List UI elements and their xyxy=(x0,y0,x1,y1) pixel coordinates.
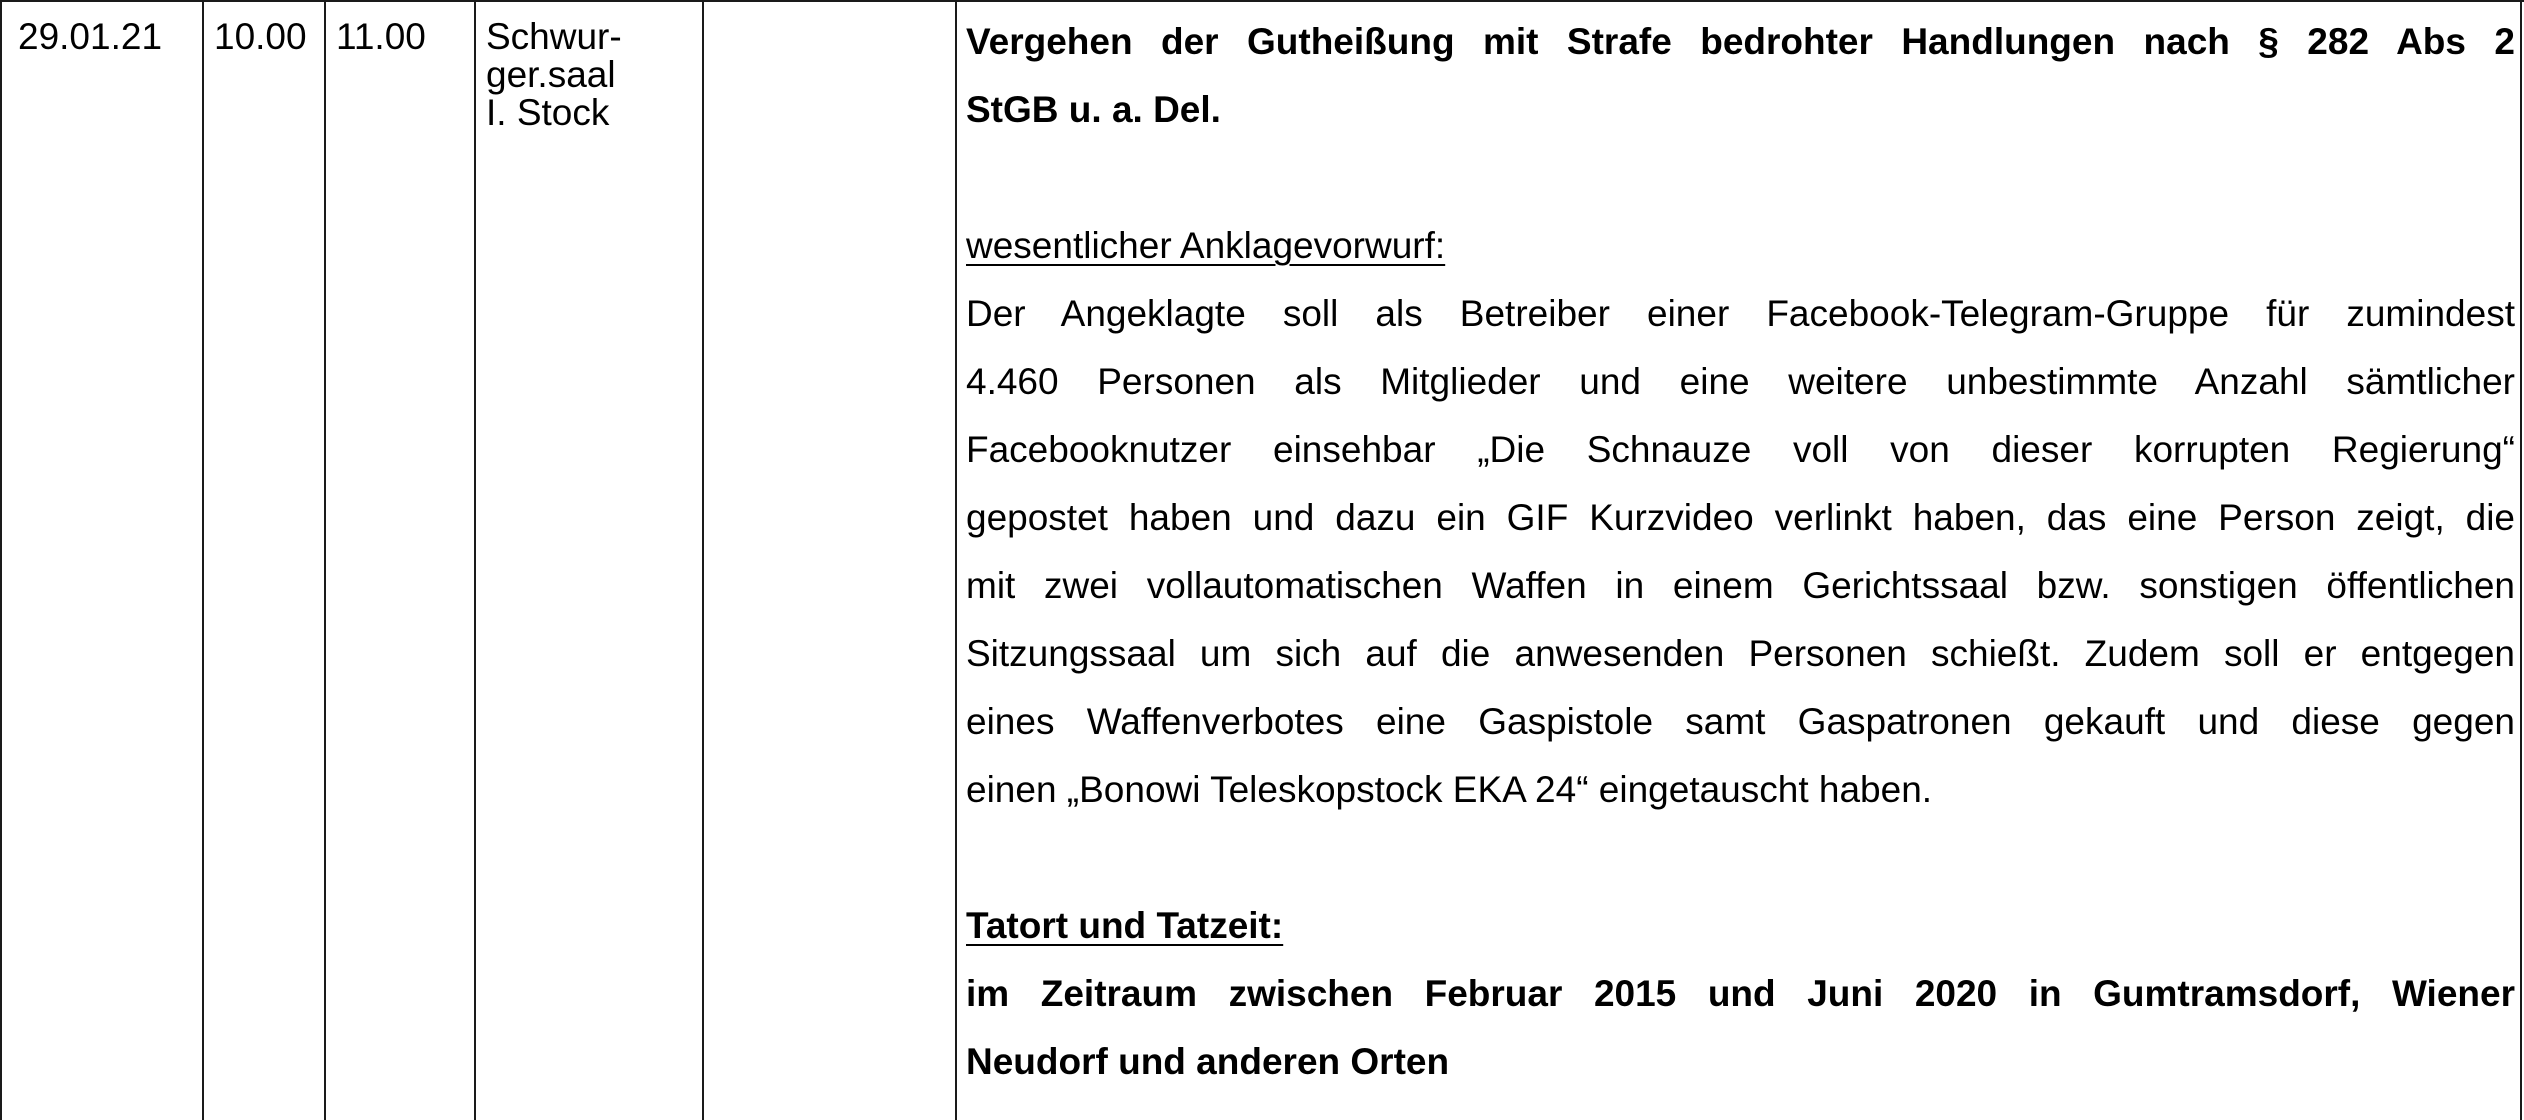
charge-line: mit zwei vollautomatischen Waffen in einem Gerichtssaal bzw. sonstigen öffentlichen xyxy=(966,565,2515,606)
table-top-border xyxy=(0,0,2524,2)
column-divider xyxy=(324,0,326,1120)
offense-title-line: Vergehen der Gutheißung mit Strafe bedrohter Handlungen nach § 282 Abs 2 xyxy=(966,21,2515,62)
column-divider xyxy=(474,0,476,1120)
column-divider xyxy=(202,0,204,1120)
room-line: I. Stock xyxy=(486,92,610,133)
date-cell: 29.01.21 xyxy=(18,16,163,57)
column-divider xyxy=(2520,0,2522,1120)
spacer xyxy=(966,144,2515,212)
charge-line: 4.460 Personen als Mitglieder und eine weitere unbestimmte Anzahl sämtlicher xyxy=(966,361,2515,402)
end-time-cell: 11.00 xyxy=(336,16,426,57)
charge-line: Der Angeklagte soll als Betreiber einer Facebook-Telegram-Gruppe für zumindest xyxy=(966,293,2515,334)
offense-title-line: StGB u. a. Del. xyxy=(966,89,1221,130)
charge-line: Facebooknutzer einsehbar „Die Schnauze voll von dieser korrupten Regierung“ xyxy=(966,429,2515,470)
charge-line: Sitzungssaal um sich auf die anwesenden Personen schießt. Zudem soll er entgegen xyxy=(966,633,2515,674)
place-time-line: Neudorf und anderen Orten xyxy=(966,1041,1450,1082)
column-divider xyxy=(955,0,957,1120)
case-description-cell xyxy=(966,8,2515,1096)
room-cell xyxy=(486,18,622,132)
column-divider xyxy=(702,0,704,1120)
spacer xyxy=(966,824,2515,892)
place-time-heading: Tatort und Tatzeit: xyxy=(966,905,1284,946)
column-divider xyxy=(0,0,2,1120)
charge-line: einen „Bonowi Teleskopstock EKA 24“ eingetauscht haben. xyxy=(966,769,1933,810)
room-line: ger.saal xyxy=(486,54,616,95)
room-line: Schwur- xyxy=(486,16,622,57)
charge-line: gepostet haben und dazu ein GIF Kurzvideo verlinkt haben, das eine Person zeigt, die xyxy=(966,497,2515,538)
start-time-cell: 10.00 xyxy=(214,16,307,57)
charge-heading: wesentlicher Anklagevorwurf: xyxy=(966,225,1446,266)
place-time-line: im Zeitraum zwischen Februar 2015 und Juni 2020 in Gumtramsdorf, Wiener xyxy=(966,973,2515,1014)
charge-line: eines Waffenverbotes eine Gaspistole samt Gaspatronen gekauft und diese gegen xyxy=(966,701,2515,742)
